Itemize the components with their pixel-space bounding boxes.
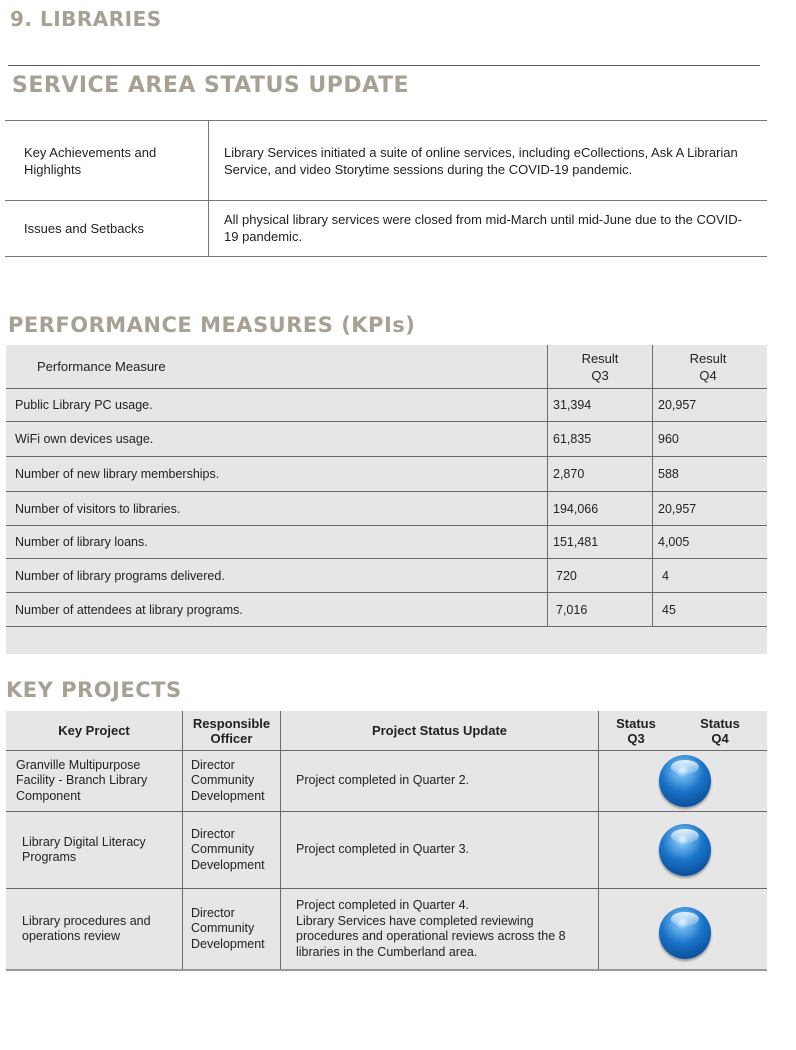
projects-table (6, 711, 767, 971)
q3-cell: 720 (556, 568, 577, 583)
q4-cell: 20,957 (658, 501, 697, 516)
projects-heading: KEY PROJECTS (6, 678, 182, 702)
responsible-officer: Director Community Development (191, 757, 265, 803)
q4-cell: 45 (662, 602, 676, 617)
column-header-status-q3 (611, 711, 661, 750)
service-area-heading: SERVICE AREA STATUS UPDATE (12, 73, 409, 98)
column-header-q4 (653, 345, 763, 388)
row-text: Library Services initiated a suite of online services, including eCollections, Ask A Librarian Service, and video Storytime sessions during the COVID-19 pandemic. (224, 145, 738, 177)
table-row (5, 120, 767, 200)
measure-cell: Public Library PC usage. (15, 398, 153, 412)
table-border-bottom (5, 256, 767, 257)
service-area-table (5, 120, 767, 257)
table-header-row (6, 711, 767, 751)
measure-cell: Number of library programs delivered. (15, 568, 225, 583)
table-row (5, 201, 767, 256)
q3-cell: 7,016 (556, 602, 588, 617)
column-header-q3 (548, 345, 652, 388)
column-header-status-q4-label: Status Q4 (700, 715, 740, 746)
status-indicator (659, 755, 711, 807)
responsible-officer: Director Community Development (191, 905, 265, 951)
column-divider (182, 711, 183, 969)
kpi-heading: PERFORMANCE MEASURES (KPIs) (8, 313, 416, 337)
status-update: Project completed in Quarter 3. (296, 842, 469, 857)
table-row (6, 889, 767, 969)
column-divider (598, 711, 599, 969)
responsible-officer: Director Community Development (191, 826, 265, 872)
row-label: Issues and Setbacks (24, 221, 144, 236)
measure-cell: Number of visitors to libraries. (15, 501, 181, 516)
q3-cell: 61,835 (553, 432, 592, 446)
project-name: Granville Multipurpose Facility - Branch Library Component (16, 757, 148, 803)
column-header-officer (183, 711, 280, 750)
q4-cell: 588 (658, 467, 679, 481)
q3-cell: 2,870 (553, 467, 585, 481)
measure-cell: Number of library loans. (15, 535, 148, 549)
status-indicator (659, 907, 711, 959)
status-update: Project completed in Quarter 4. Library Services have completed reviewing procedures and operational reviews across the 8 libraries in the Cumberland area. (296, 898, 566, 959)
row-label: Key Achievements and Highlights (24, 145, 157, 177)
status-update: Project completed in Quarter 2. (296, 773, 469, 788)
status-indicator (659, 824, 711, 876)
measure-cell: Number of attendees at library programs. (15, 602, 243, 617)
section-heading: 9. LIBRARIES (10, 7, 162, 31)
column-divider (547, 345, 548, 627)
heading-divider (8, 65, 760, 66)
column-header-update: Project Status Update (371, 723, 508, 738)
table-row (6, 751, 767, 812)
project-name: Library procedures and operations review (22, 913, 151, 943)
column-header-q4-label: Result Q4 (689, 350, 727, 383)
column-header-measure: Performance Measure (37, 359, 166, 374)
kpi-table (6, 345, 767, 654)
q3-cell: 151,481 (553, 535, 599, 549)
column-header-status-q4 (695, 711, 745, 750)
column-header-project: Key Project (58, 723, 130, 738)
project-name: Library Digital Literacy Programs (22, 834, 146, 864)
q4-cell: 4,005 (658, 535, 690, 549)
column-header-status-q3-label: Status Q3 (616, 715, 656, 746)
row-text: All physical library services were closed from mid-March until mid-June due to the COVID-19 pandemic. (224, 212, 743, 244)
q3-cell: 194,066 (553, 501, 599, 516)
measure-cell: WiFi own devices usage. (15, 432, 154, 446)
measure-cell: Number of new library memberships. (15, 467, 220, 481)
q3-cell: 31,394 (553, 398, 592, 412)
column-divider (652, 345, 653, 627)
q4-cell: 4 (662, 568, 669, 583)
table-row (6, 812, 767, 889)
q4-cell: 20,957 (658, 398, 697, 412)
column-header-q3-label: Result Q3 (581, 350, 619, 383)
q4-cell: 960 (658, 432, 679, 446)
column-header-officer-label: Responsible Officer (192, 715, 271, 746)
column-divider (280, 711, 281, 969)
